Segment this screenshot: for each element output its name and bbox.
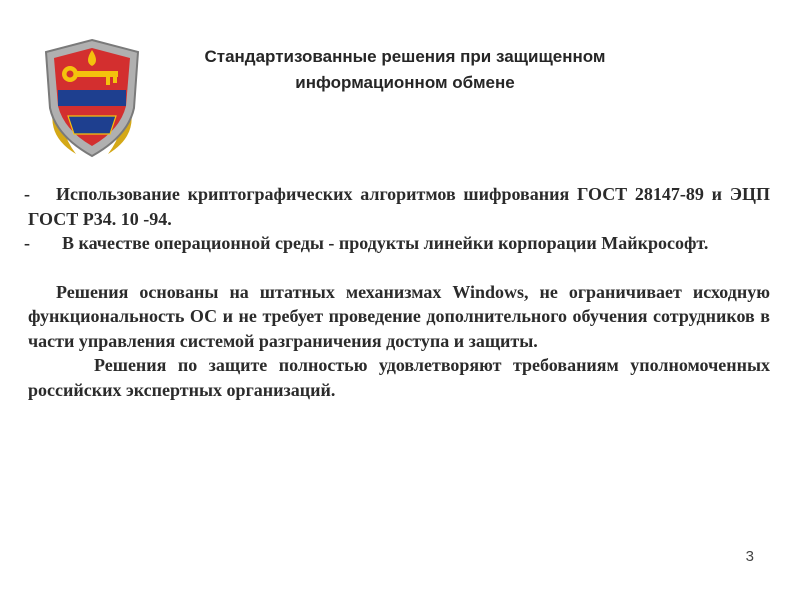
atlas-emblem-logo: [40, 36, 144, 160]
slide-title-line1: Стандартизованные решения при защищенном: [204, 47, 606, 66]
bullet-dash: -: [24, 233, 30, 253]
bullet-item: [24, 182, 770, 231]
slide-title: [150, 44, 660, 96]
paragraph: Решения основаны на штатных механизмах Windows, не ограничивает исходную функциональность ОС и не требует проведение дополнительного обучения сотрудников в части управления системой разграничения доступа и защиты.: [28, 281, 770, 351]
slide-title-line2: информационном обмене: [295, 73, 515, 92]
slide-body: [24, 182, 770, 402]
paragraph: Решения по защите полностью удовлетворяют требованиям уполномоченных российских экспертных организаций.: [28, 355, 770, 400]
bullet-dash: -: [24, 184, 30, 204]
bullet-text: В качестве операционной среды - продукты линейки корпорации Майкрософт.: [62, 233, 709, 253]
bullet-text: Использование криптографических алгоритмов шифрования ГОСТ 28147-89 и ЭЦП ГОСТ Р34. 10 -94.: [28, 184, 770, 229]
bullet-item: [24, 231, 770, 256]
page-number: 3: [745, 548, 754, 565]
